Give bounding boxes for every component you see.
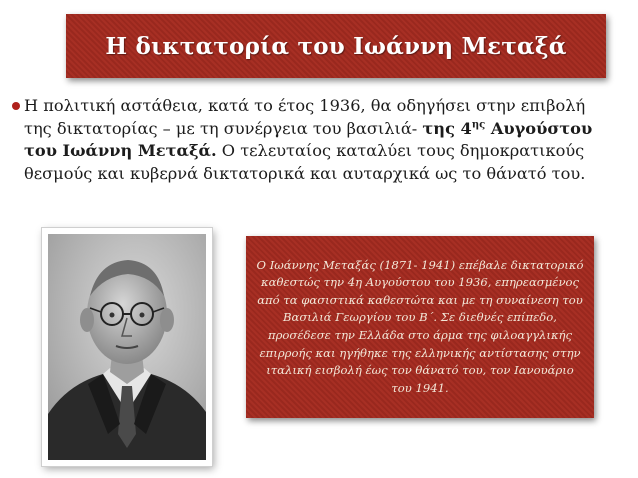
caption-box bbox=[246, 236, 594, 418]
slide-title: Η δικτατορία του Ιωάννη Μεταξά bbox=[105, 32, 567, 60]
portrait-image bbox=[48, 234, 206, 460]
bullet-icon bbox=[12, 102, 20, 110]
bullet-text-2: Ο τελευταίος καταλύει τους δημοκρατικούς θεσμούς και κυβερνά δικτατορικά και αυταρχικά ως το θάνατό του. bbox=[24, 141, 586, 183]
bullet-paragraph bbox=[24, 95, 617, 185]
bullet-bold-2: Αυγούστου του Ιωάννη Μεταξά. bbox=[24, 118, 593, 160]
caption-text: Ο Ιωάννης Μεταξάς (1871- 1941) επέβαλε δικτατορικό καθεστώς την 4η Αυγούστου του 1936, επηρεασμένος από τα φασιστικά καθεστώτα και με τη συναίνεση του Βασιλιά Γεωργίου του Β΄. Σε διεθνές επίπεδο, προσέδεσε την Ελλάδα στο άρμα της φιλοαγγλικής επιρροής και ηγήθηκε της ελληνικής αντίστασης στην ιταλική εισβολή έως τον θάνατό του, τον Ιανουάριο του 1941. bbox=[256, 257, 584, 395]
title-banner bbox=[66, 14, 606, 78]
bullet-bold-superscript: ης bbox=[471, 119, 486, 131]
bullet-text-1: Η πολιτική αστάθεια, κατά το έτος 1936, θα οδηγήσει στην επιβολή της δικτατορίας – με τη συνέργεια του βασιλιά- bbox=[24, 96, 586, 138]
bullet-bold-1: της 4 bbox=[422, 118, 472, 138]
portrait-photo bbox=[42, 228, 212, 466]
bullet-item bbox=[12, 95, 617, 185]
